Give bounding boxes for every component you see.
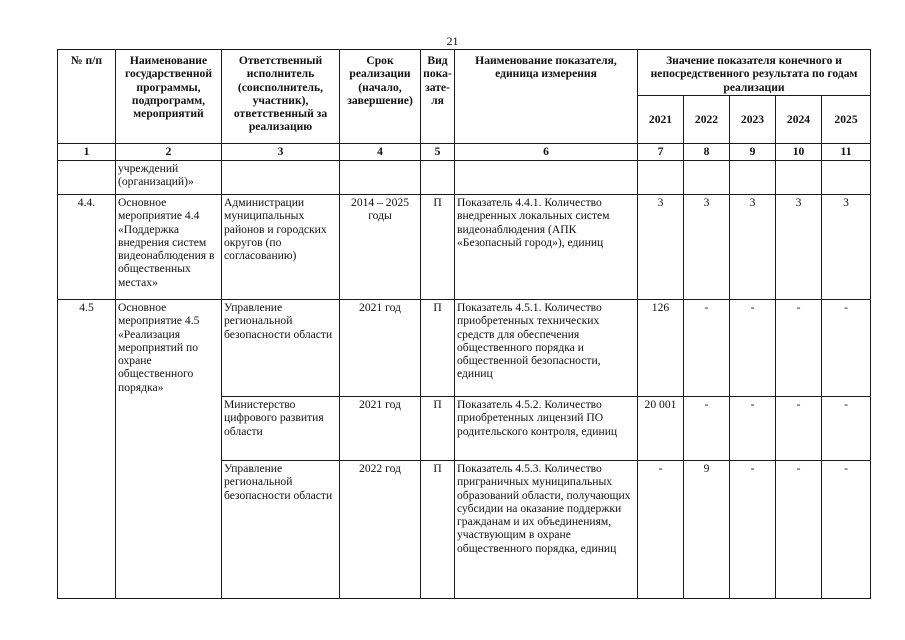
column-number: 5 [421,144,455,161]
column-number: 3 [222,144,340,161]
column-number: 4 [340,144,421,161]
header-row [58,50,871,96]
cell-value: - [776,397,822,461]
column-number: 1 [58,144,116,161]
cell-value: 9 [684,461,730,599]
cell-indicator: Показатель 4.5.3. Количество приграничных муниципальных образований области, получающих субсидии на оказание поддержки гражданам и их объединениям, участвующим в охране общественного порядка, единиц [455,461,638,599]
table-row-4-5-1 [58,300,871,397]
cell-term: 2021 год [340,397,421,461]
cell-num: 4.4. [58,195,116,300]
column-number: 7 [638,144,684,161]
column-number: 6 [455,144,638,161]
cell-value: - [730,397,776,461]
cell-empty [421,161,455,195]
header-num: № п/п [58,50,116,144]
cell-indicator: Показатель 4.5.2. Количество приобретенных лицензий ПО родительского контроля, единиц [455,397,638,461]
cell-value: - [684,300,730,397]
page-number: 21 [446,34,459,48]
cell-indicator: Показатель 4.4.1. Количество внедренных локальных систем видеонаблюдения (АПК «Безопасный город»), единиц [455,195,638,300]
cell-empty [58,161,116,195]
cell-value: - [730,300,776,397]
cell-empty [340,161,421,195]
header-type: Вид пока-зате-ля [421,50,455,144]
cell-value: 3 [638,195,684,300]
cell-value: - [822,461,871,599]
cell-value: 3 [776,195,822,300]
cell-type: П [421,461,455,599]
cell-value: - [776,461,822,599]
cell-value: - [822,397,871,461]
cell-term: 2022 год [340,461,421,599]
header-indicator: Наименование показателя, единица измерения [455,50,638,144]
column-number: 2 [116,144,222,161]
cell-value: - [638,461,684,599]
header-year: 2021 [638,96,684,144]
cell-type: П [421,195,455,300]
cell-value: 126 [638,300,684,397]
cell-value: - [684,397,730,461]
header-executor: Ответственный исполнитель (соисполнитель, участник), ответственный за реализацию [222,50,340,144]
header-term: Срок реализации (начало, завершение) [340,50,421,144]
header-year: 2023 [730,96,776,144]
cell-program-name: Основное мероприятие 4.5 «Реализация мероприятий по охране общественного порядка» [116,300,222,599]
cell-value: 3 [684,195,730,300]
column-number: 11 [822,144,871,161]
cell-program-name: учреждений (организаций)» [116,161,222,195]
cell-executor: Министерство цифрового развития области [222,397,340,461]
cell-executor: Управление региональной безопасности области [222,461,340,599]
header-year: 2024 [776,96,822,144]
table-row-continuation [58,161,871,195]
cell-empty [455,161,638,195]
cell-type: П [421,300,455,397]
cell-program-name: Основное мероприятие 4.4 «Поддержка внедрения систем видеонаблюдения в общественных местах» [116,195,222,300]
cell-value: - [776,300,822,397]
cell-empty [684,161,730,195]
header-program: Наименование государственной программы, подпрограмм, мероприятий [116,50,222,144]
cell-value: 20 001 [638,397,684,461]
cell-executor: Управление региональной безопасности области [222,300,340,397]
cell-empty [222,161,340,195]
cell-value: - [730,461,776,599]
column-number: 9 [730,144,776,161]
column-numbers-row [58,144,871,161]
cell-type: П [421,397,455,461]
header-year: 2022 [684,96,730,144]
cell-value: - [822,300,871,397]
indicators-table [57,49,871,599]
cell-empty [730,161,776,195]
cell-value: 3 [730,195,776,300]
cell-executor: Администрации муниципальных районов и городских округов (по согласованию) [222,195,340,300]
cell-value: 3 [822,195,871,300]
column-number: 10 [776,144,822,161]
cell-indicator: Показатель 4.5.1. Количество приобретенных технических средств для обеспечения общественного порядка и общественной безопасности, единиц [455,300,638,397]
cell-term: 2014 – 2025 годы [340,195,421,300]
cell-empty [822,161,871,195]
table-row-4-4 [58,195,871,300]
cell-empty [638,161,684,195]
header-values-group: Значение показателя конечного и непосредственного результата по годам реализации [638,50,871,96]
cell-term: 2021 год [340,300,421,397]
header-year: 2025 [822,96,871,144]
cell-num: 4.5 [58,300,116,599]
column-number: 8 [684,144,730,161]
cell-empty [776,161,822,195]
